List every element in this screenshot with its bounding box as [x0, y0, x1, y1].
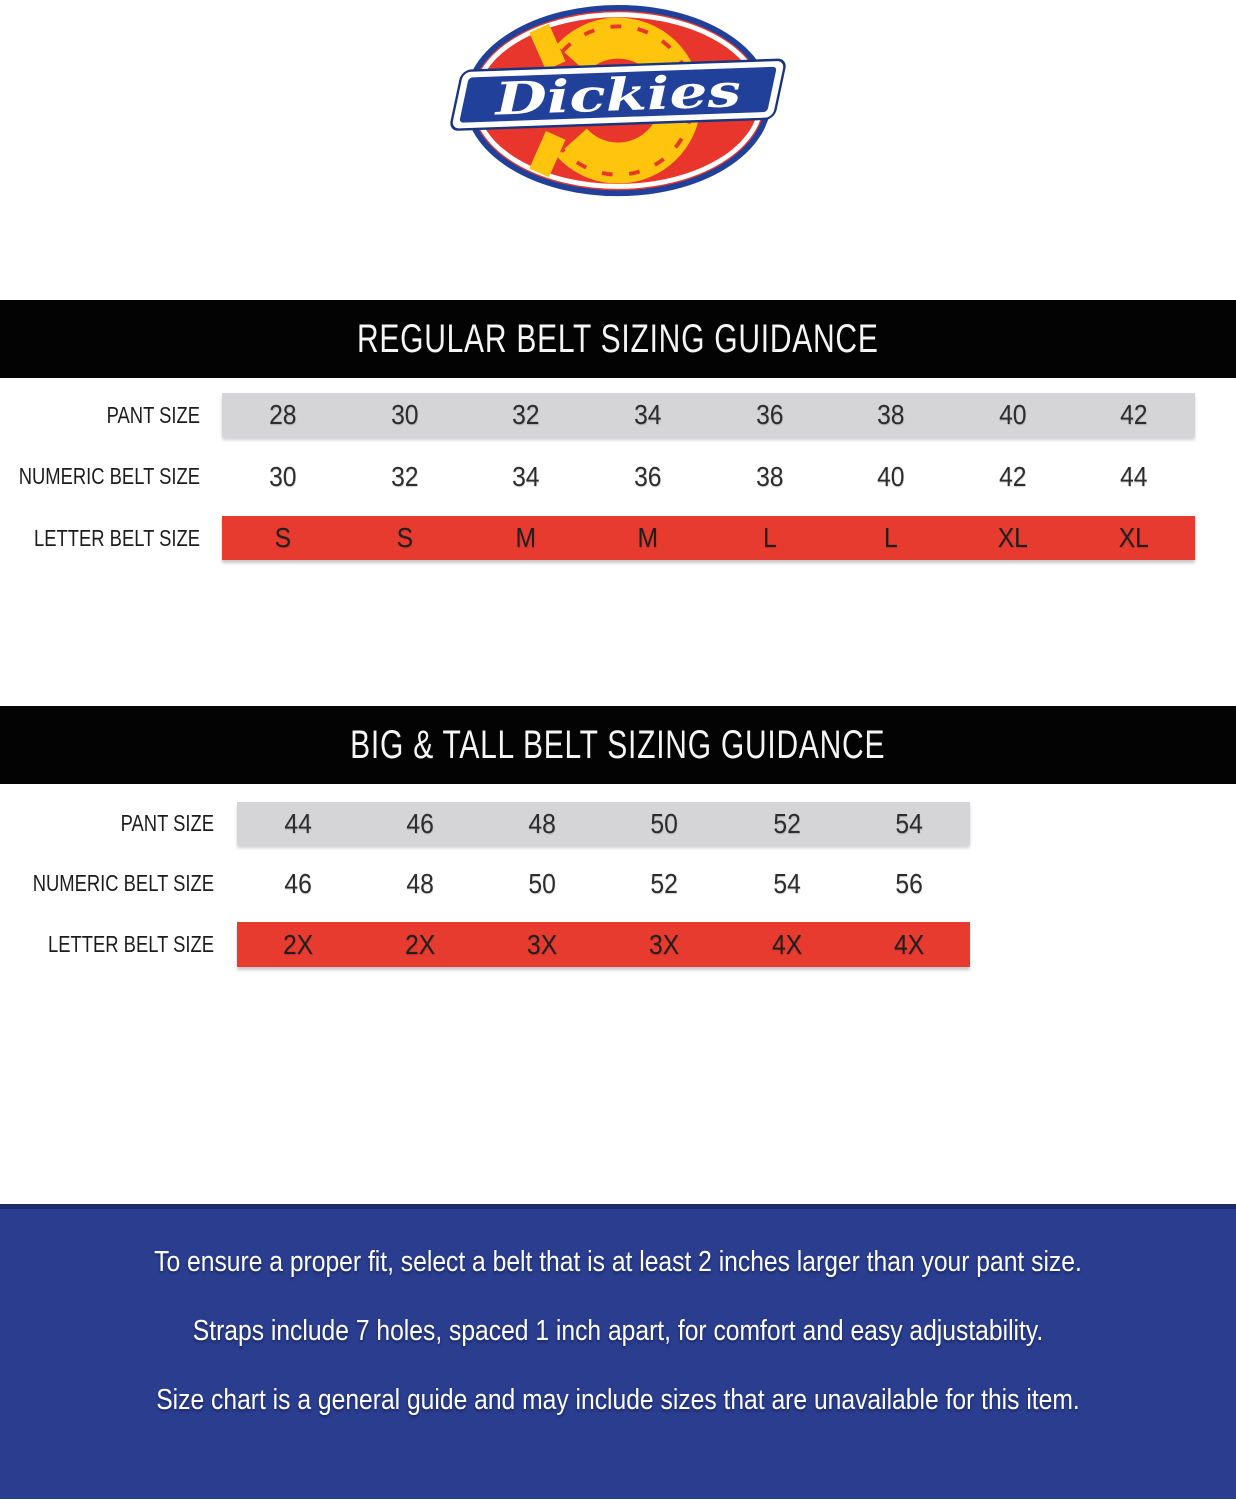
big-tall-section-banner [0, 706, 1236, 784]
size-cell: 2X [283, 928, 314, 960]
row-label-pant-size: PANT SIZE [106, 401, 200, 428]
row-label-letter-belt-size: LETTER BELT SIZE [48, 931, 214, 957]
regular-section-banner [0, 300, 1236, 378]
row-label-numeric-belt-size: NUMERIC BELT SIZE [32, 870, 215, 896]
size-cell: 42 [1120, 399, 1148, 430]
fit-note-3: Size chart is a general guide and may include sizes that are unavailable for this item. [156, 1384, 1080, 1416]
size-cell: S [274, 522, 292, 553]
row-label-letter-belt-size: LETTER BELT SIZE [34, 524, 201, 551]
fit-note-1: To ensure a proper fit, select a belt that is at least 2 inches larger than your pant size. [154, 1246, 1082, 1278]
table-row-numeric-belt-size [0, 437, 1236, 516]
size-cell: 38 [755, 460, 784, 492]
size-cell: 54 [773, 867, 801, 899]
size-cell: 40 [998, 399, 1027, 430]
table-row-letter-belt-size [0, 516, 1236, 560]
size-cell: 34 [512, 460, 540, 492]
table-row-pant-size [0, 802, 1236, 845]
numeric-belt-size-values [237, 845, 970, 922]
size-cell: 28 [269, 399, 297, 430]
size-cell: L [762, 522, 777, 553]
size-cell: 2X [405, 928, 436, 960]
pant-size-values [222, 393, 1195, 437]
regular-section-title: REGULAR BELT SIZING GUIDANCE [357, 316, 879, 361]
size-cell: 46 [406, 807, 434, 839]
size-cell: M [515, 522, 537, 553]
size-cell: 4X [893, 928, 924, 960]
size-cell: 46 [284, 867, 312, 899]
size-cell: 56 [895, 867, 923, 899]
table-row-letter-belt-size [0, 922, 1236, 967]
size-cell: 34 [633, 399, 662, 430]
logo-banner [448, 60, 788, 130]
fit-note-2: Straps include 7 holes, spaced 1 inch apart, for comfort and easy adjustability. [192, 1315, 1044, 1347]
size-cell: 50 [528, 867, 557, 899]
size-cell: XL [1119, 522, 1150, 553]
row-label-pant-size: PANT SIZE [120, 810, 214, 836]
brand-logo [0, 0, 1236, 205]
regular-size-table [0, 393, 1236, 560]
fit-notes-footer [0, 1204, 1236, 1499]
table-row-pant-size [0, 393, 1236, 437]
size-cell: XL [997, 522, 1028, 553]
big-tall-size-table [0, 802, 1236, 967]
brand-wordmark: Dickies [494, 66, 682, 126]
numeric-belt-size-values [222, 437, 1195, 516]
size-cell: 3X [649, 928, 680, 960]
size-cell: 30 [269, 460, 297, 492]
size-cell: 32 [512, 399, 540, 430]
size-cell: 38 [877, 399, 905, 430]
size-cell: 50 [650, 807, 679, 839]
table-row-numeric-belt-size [0, 845, 1236, 922]
size-cell: 32 [390, 460, 419, 492]
size-cell: L [884, 522, 898, 553]
size-cell: 36 [633, 460, 662, 492]
row-label-numeric-belt-size: NUMERIC BELT SIZE [18, 463, 200, 489]
letter-belt-size-values [237, 922, 970, 967]
size-cell: 48 [528, 807, 557, 839]
pant-size-values [237, 802, 970, 845]
size-cell: 30 [390, 399, 419, 430]
size-cell: 42 [998, 460, 1027, 492]
size-cell: 54 [895, 807, 923, 839]
size-cell: 4X [771, 928, 802, 960]
letter-belt-size-values [222, 516, 1195, 560]
size-cell: S [396, 522, 413, 553]
size-cell: 36 [755, 399, 784, 430]
dickies-logo-graphic [448, 3, 788, 203]
big-tall-section-title: BIG & TALL BELT SIZING GUIDANCE [350, 722, 886, 767]
size-cell: M [637, 522, 658, 553]
size-cell: 3X [527, 928, 558, 960]
size-cell: 48 [406, 867, 434, 899]
size-cell: 44 [284, 807, 312, 839]
size-cell: 40 [877, 460, 905, 492]
size-cell: 44 [1120, 460, 1148, 492]
size-cell: 52 [773, 807, 801, 839]
size-cell: 52 [650, 867, 679, 899]
